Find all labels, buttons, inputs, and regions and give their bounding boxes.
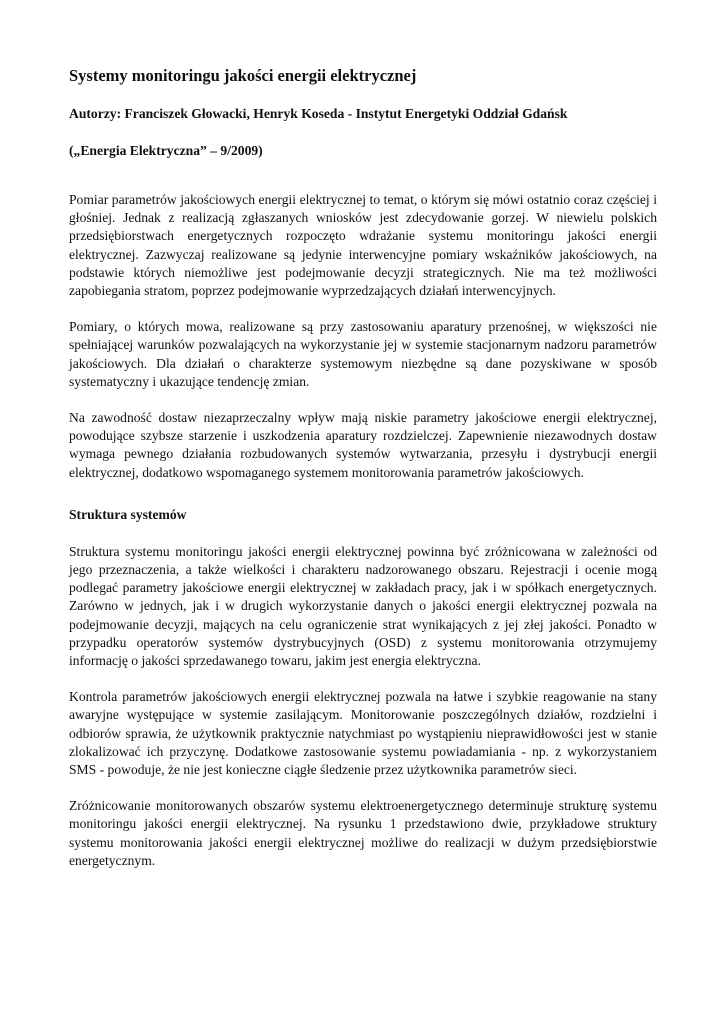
document-page (69, 66, 657, 888)
intro-paragraph-1: Pomiar parametrów jakościowych energii elektrycznej to temat, o którym się mówi ostatnio coraz częściej i głośniej. Jednak z realizacją zgłaszanych wniosków jest zdecydowanie gorzej. W niewielu polskich przedsiębiorstwach energetycznych rozpoczęto wdrażanie systemu monitoringu jakości energii elektrycznej. Zazwyczaj realizowane są jedynie interwencyjne pomiary wskaźników jakościowych, na podstawie których niemożliwe jest podejmowanie decyzji strategicznych. Nie ma też możliwości zapobiegania stratom, poprzez podejmowanie wyprzedzających działań interwencyjnych. (69, 192, 657, 299)
document-title: Systemy monitoringu jakości energii elektrycznej (69, 66, 417, 85)
section-heading: Struktura systemów (69, 506, 187, 522)
section-paragraph-3: Zróżnicowanie monitorowanych obszarów systemu elektroenergetycznego determinuje strukturę systemu monitoringu jakości energii elektrycznej. Na rysunku 1 przedstawiono dwie, przykładowe struktury systemu monitorowania jakości energii elektrycznej możliwe do realizacji w dużym przedsiębiorstwie energetycznym. (69, 798, 657, 868)
intro-paragraph-2: Pomiary, o których mowa, realizowane są przy zastosowaniu aparatury przenośnej, w większości nie spełniającej warunków pozwalających na wykorzystanie jej w systemie stacjonarnym nadzoru parametrów jakościowych. Dla działań o charakterze systemowym niezbędne są dane pozyskiwane w sposób systematyczny i ukazujące tendencję zmian. (69, 319, 657, 389)
document-authors: Autorzy: Franciszek Głowacki, Henryk Koseda - Instytut Energetyki Oddział Gdańsk (69, 106, 568, 121)
document-source: („Energia Elektryczna” – 9/2009) (69, 143, 263, 158)
intro-paragraph-3: Na zawodność dostaw niezaprzeczalny wpływ mają niskie parametry jakościowe energii elektrycznej, powodujące szybsze starzenie i uszkodzenia aparatury rozdzielczej. Zapewnienie niezawodnych dostaw wymaga pewnego działania rozbudowanych systemów wytwarzania, przesyłu i dystrybucji energii elektrycznej, dodatkowo wspomaganego systemem monitorowania parametrów jakościowych. (69, 410, 657, 480)
section-paragraph-2: Kontrola parametrów jakościowych energii elektrycznej pozwala na łatwe i szybkie reagowanie na stany awaryjne występujące w systemie zasilającym. Monitorowanie poszczególnych działów, rozdzielni i odbiorów sprawia, że użytkownik praktycznie natychmiast po wystąpieniu nieprawidłowości jest w stanie zlokalizować ich przyczynę. Dodatkowe zastosowanie systemu powiadamiania - np. z wykorzystaniem SMS - powoduje, że nie jest konieczne ciągłe śledzenie przez użytkownika parametrów sieci. (69, 689, 657, 778)
section-paragraph-1: Struktura systemu monitoringu jakości energii elektrycznej powinna być zróżnicowana w zależności od jego przeznaczenia, a także wielkości i charakteru nadzorowanego obszaru. Rejestracji i ocenie mogą podlegać parametry jakościowe energii elektrycznej w zakładach pracy, jak i w spółkach energetycznych. Zarówno w jednych, jak i w drugich wykorzystanie danych o jakości energii elektrycznej pozwala na podejmowanie decyzji, mających na celu ograniczenie strat wynikających z jej złej jakości. Ponadto w przypadku operatorów systemów dystrybucyjnych (OSD) z systemu monitorowania otrzymujemy informację o jakości sprzedawanego towaru, jakim jest energia elektryczna. (69, 543, 657, 669)
